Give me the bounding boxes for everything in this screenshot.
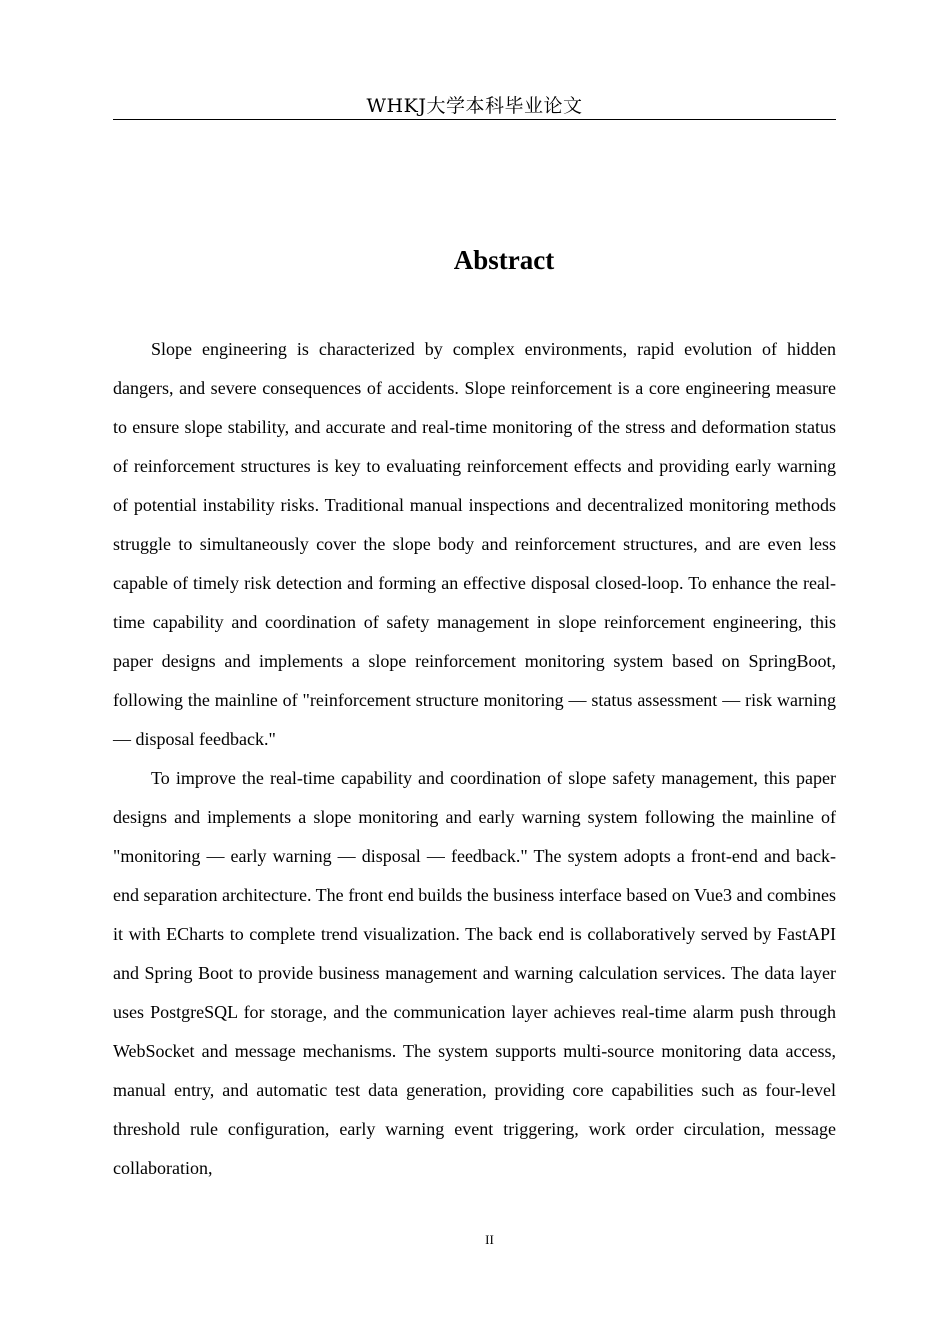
section-title: Abstract [453, 245, 555, 276]
page-number: II [485, 1232, 494, 1247]
abstract-paragraph: To improve the real-time capability and coordination of slope safety management, this paper designs and implements a slope monitoring and early warning system following the mainline of "monitoring — early warning — disposal — feedback." The system adopts a front-end and back-end separation architecture. The front end builds the business interface based on Vue3 and combines it with ECharts to complete trend visualization. The back end is collaboratively served by FastAPI and Spring Boot to provide business management and warning calculation services. The data layer uses PostgreSQL for storage, and the communication layer achieves real-time alarm push through WebSocket and message mechanisms. The system supports multi-source monitoring data access, manual entry, and automatic test data generation, providing core capabilities such as four-level threshold rule configuration, early warning event triggering, work order circulation, message collaboration, [113, 768, 836, 1178]
running-header: WHKJ大学本科毕业论文 [366, 95, 583, 117]
header-rule [113, 119, 836, 120]
abstract-paragraph: Slope engineering is characterized by complex environments, rapid evolution of hidden dangers, and severe consequences of accidents. Slope reinforcement is a core engineering measure to ensure slope stability, and accurate and real-time monitoring of the stress and deformation status of reinforcement structures is key to evaluating reinforcement effects and providing early warning of potential instability risks. Traditional manual inspections and decentralized monitoring methods struggle to simultaneously cover the slope body and reinforcement structures, and are even less capable of timely risk detection and forming an effective disposal closed-loop. To enhance the real-time capability and coordination of safety management in slope reinforcement engineering, this paper designs and implements a slope reinforcement monitoring system based on SpringBoot, following the mainline of "reinforcement structure monitoring — status assessment — risk warning — disposal feedback." [113, 339, 836, 749]
abstract-body [113, 330, 836, 1188]
